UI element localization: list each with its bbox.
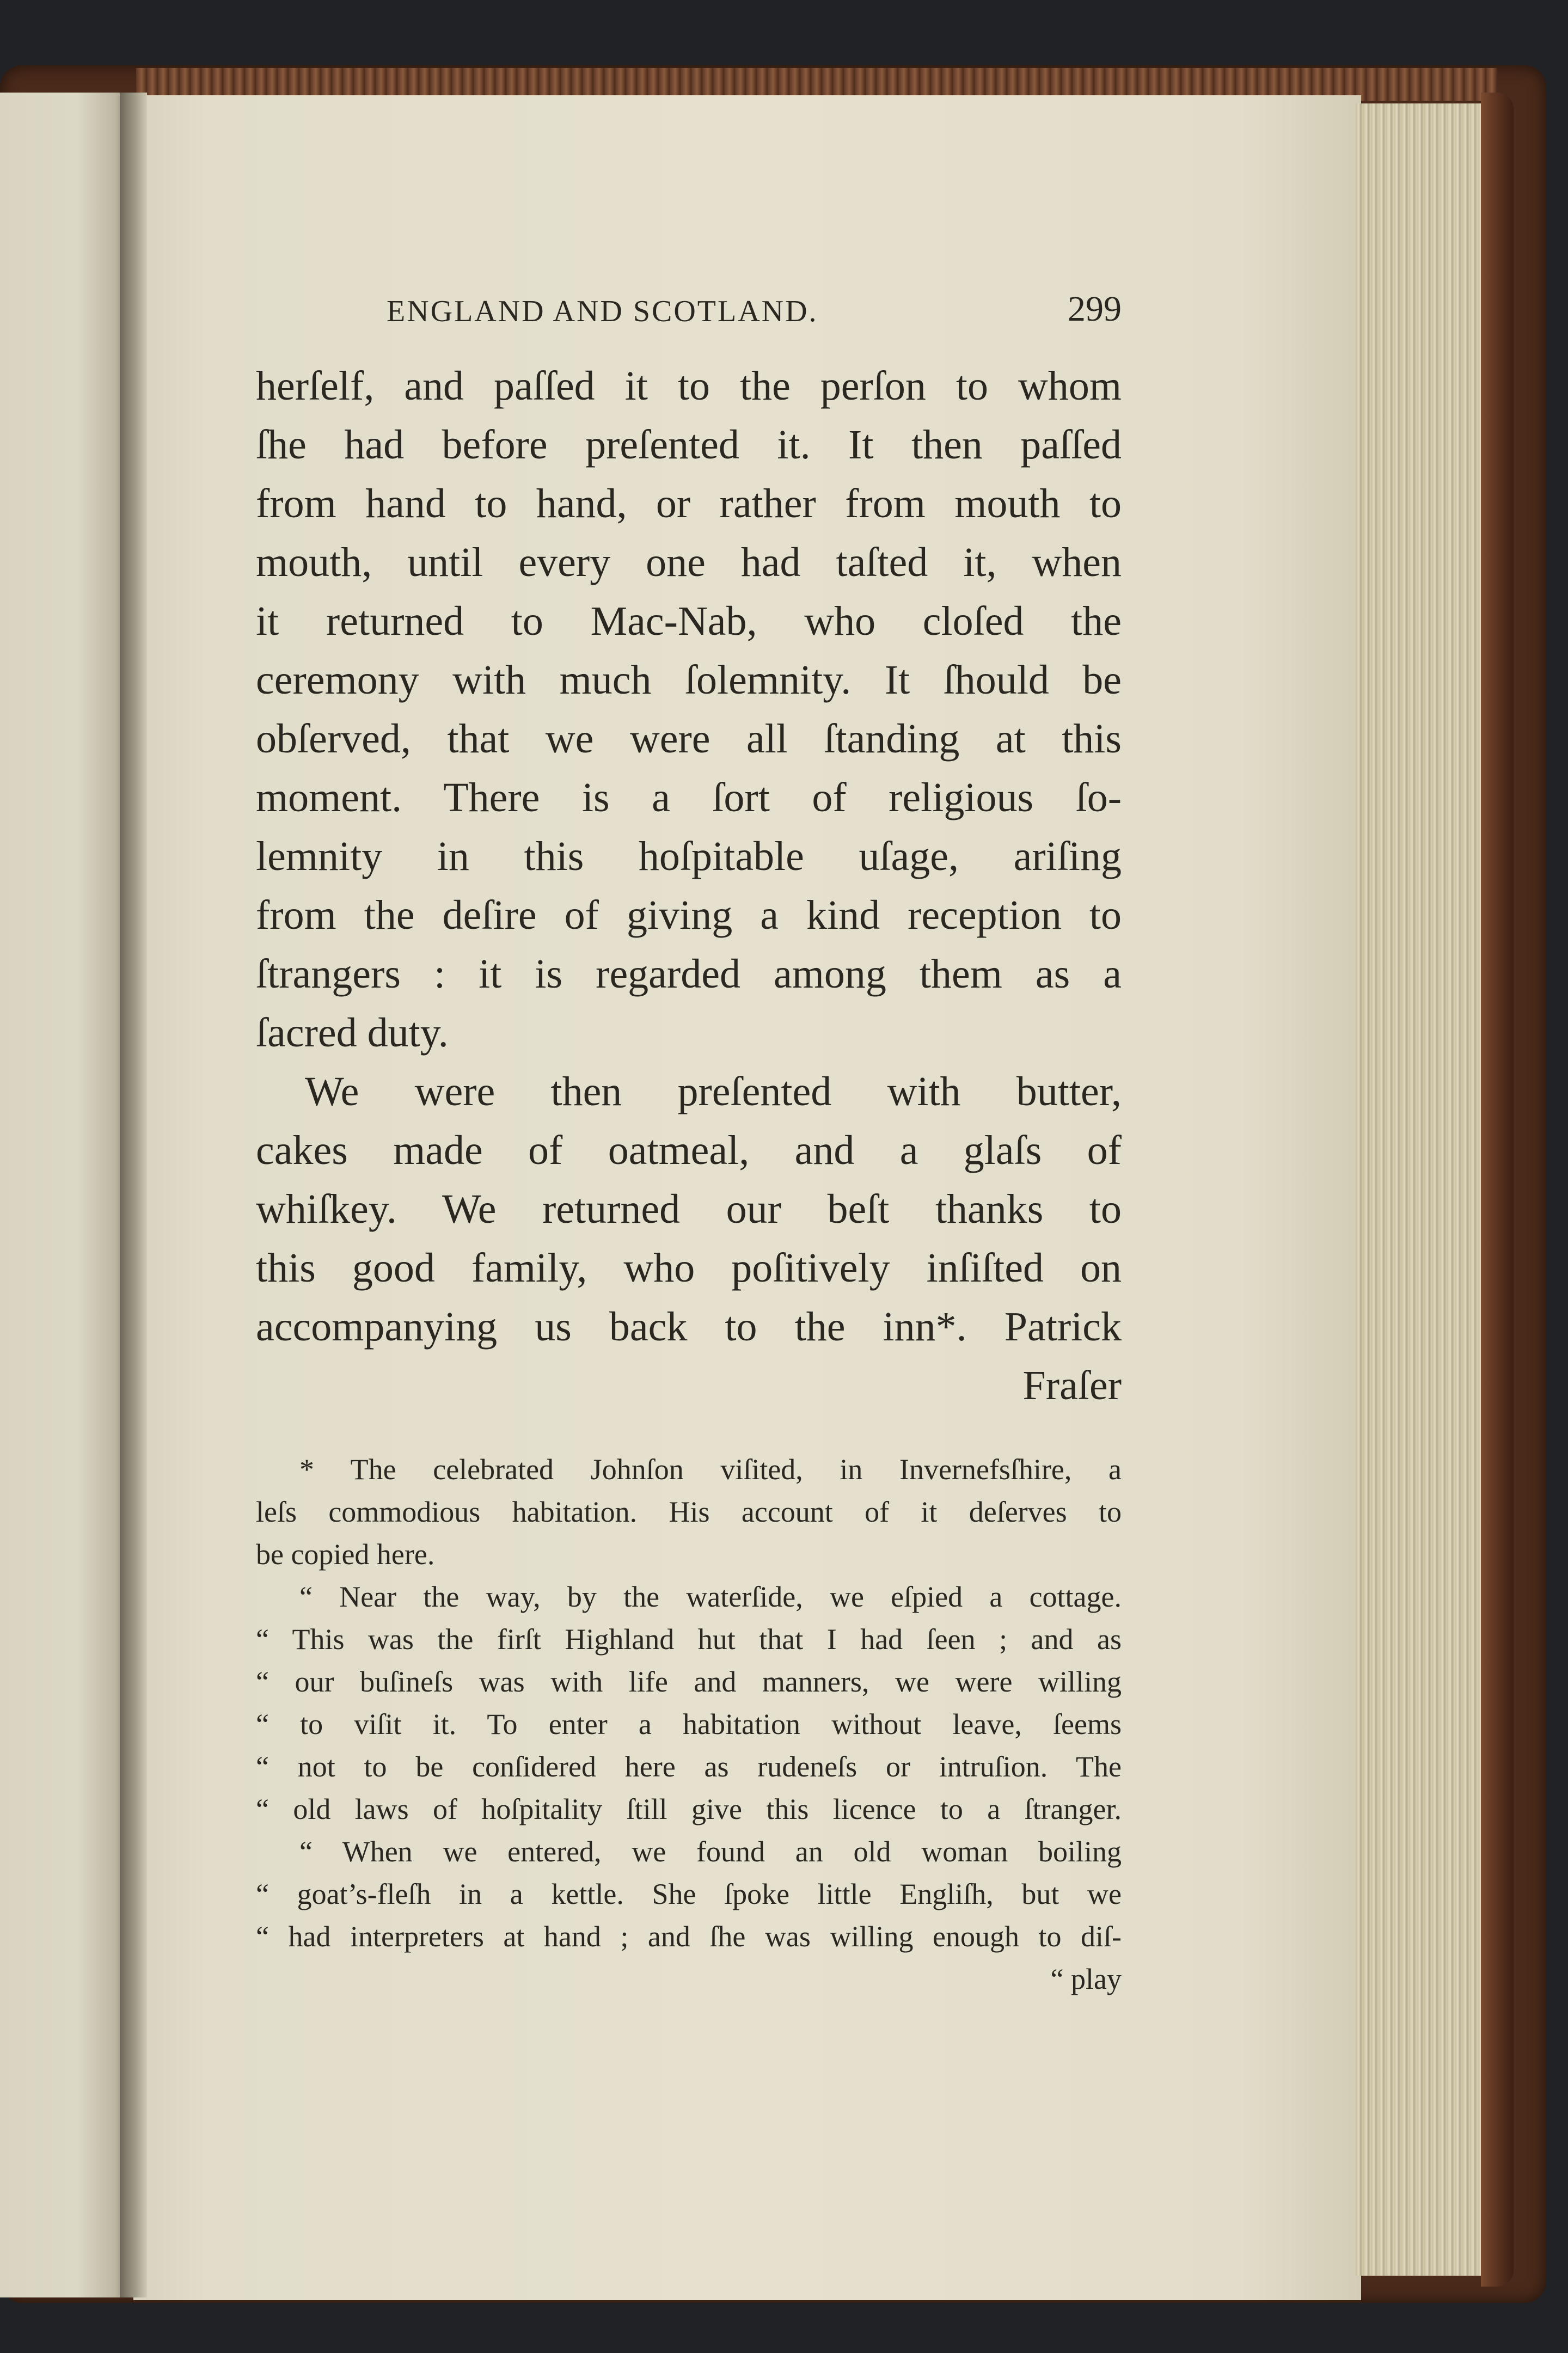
footnote-line: “ goat’s-fleſh in a kettle. She ſpoke little Engliſh, but we xyxy=(256,1878,1122,1910)
body-line: obſerved, that we were all ſtanding at this xyxy=(256,716,1122,762)
left-page-edge xyxy=(0,93,128,2297)
footnote-line: “ had interpreters at hand ; and ſhe was willing enough to diſ- xyxy=(256,1920,1122,1953)
page-header xyxy=(256,289,1122,338)
footnote-line: “ not to be conſidered here as rudeneſs or intruſion. The xyxy=(256,1750,1122,1783)
page-number: 299 xyxy=(1068,289,1122,329)
footnote-line: be copied here. xyxy=(256,1538,435,1571)
body-line: ſtrangers : it is regarded among them as a xyxy=(256,951,1122,997)
body-line: accompanying us back to the inn*. Patrick xyxy=(256,1304,1122,1350)
body-line: from the deſire of giving a kind reception to xyxy=(256,892,1122,938)
footnote-line: “ This was the firſt Highland hut that I had ſeen ; and as xyxy=(256,1623,1122,1656)
body-line: ſacred duty. xyxy=(256,1010,449,1056)
body-line: herſelf, and paſſed it to the perſon to whom xyxy=(256,363,1122,409)
footnote-line: “ old laws of hoſpitality ſtill give this licence to a ſtranger. xyxy=(256,1793,1122,1825)
body-line: whiſkey. We returned our beſt thanks to xyxy=(256,1186,1122,1232)
body-line: cakes made of oatmeal, and a glaſs of xyxy=(256,1128,1122,1173)
footnote-line: “ When we entered, we found an old woman boiling xyxy=(299,1835,1122,1868)
body-line: from hand to hand, or rather from mouth to xyxy=(256,481,1122,526)
body-line: it returned to Mac-Nab, who cloſed the xyxy=(256,598,1122,644)
catchword: Fraſer xyxy=(1022,1363,1122,1408)
body-line: moment. There is a ſort of religious ſo- xyxy=(256,775,1122,820)
footnote xyxy=(256,1448,1122,2000)
gutter xyxy=(120,93,147,2297)
footnote-line: “ our buſineſs was with life and manners, we were willing xyxy=(256,1665,1122,1698)
body-line: We were then preſented with butter, xyxy=(305,1069,1122,1114)
body-line: ceremony with much ſolemnity. It ſhould be xyxy=(256,657,1122,703)
footnote-line: “ to viſit it. To enter a habitation without leave, ſeems xyxy=(256,1708,1122,1741)
footnote-line: * The celebrated Johnſon viſited, in Invernefsſhire, a xyxy=(299,1453,1122,1486)
body-line: ſhe had before preſented it. It then paſſed xyxy=(256,422,1122,468)
running-title: ENGLAND AND SCOTLAND. xyxy=(387,295,818,328)
footnote-catchword: “ play xyxy=(1050,1963,1122,1995)
body-line: mouth, until every one had taſted it, when xyxy=(256,540,1122,585)
footnote-line: leſs commodious habitation. His account of it deſerves to xyxy=(256,1496,1122,1528)
fore-edge-binding xyxy=(1481,93,1514,2287)
page-edges xyxy=(1356,103,1481,2276)
body-line: lemnity in this hoſpitable uſage, ariſing xyxy=(256,834,1122,879)
body-text xyxy=(256,357,1122,1415)
footnote-line: “ Near the way, by the waterſide, we eſpied a cottage. xyxy=(299,1580,1122,1613)
body-line: this good family, who poſitively inſiſted on xyxy=(256,1245,1122,1291)
